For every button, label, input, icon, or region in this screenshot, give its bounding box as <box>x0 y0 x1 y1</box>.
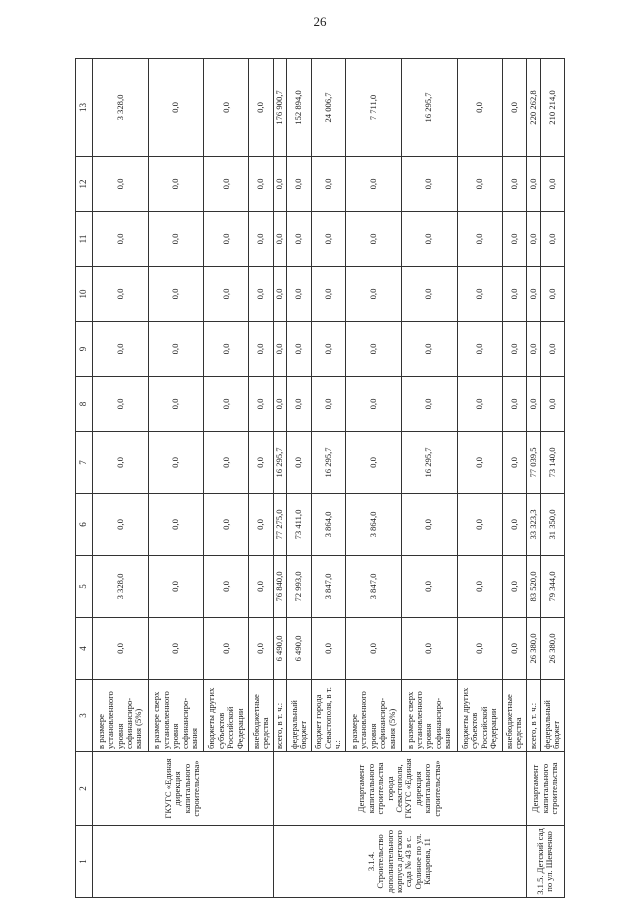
source-cell: в размере сверх установленного уровня софинансиро-вания <box>401 680 457 752</box>
value-cell: 0,0 <box>457 494 502 556</box>
value-cell: 26 380,0 <box>540 618 564 680</box>
column-header: 5 <box>76 556 93 618</box>
value-cell: 0,0 <box>311 618 346 680</box>
value-cell: 0,0 <box>526 322 540 377</box>
value-cell: 0,0 <box>93 322 149 377</box>
value-cell: 31 350,0 <box>540 494 564 556</box>
value-cell: 0,0 <box>540 267 564 322</box>
value-cell: 6 490,0 <box>273 618 287 680</box>
section-label: 3.1.4. Строительство дополнительного корпуса детского сада № 43 в с. Орлиное по ул. Кацарова, 11 <box>273 826 526 898</box>
value-cell: 0,0 <box>249 377 273 432</box>
value-cell: 0,0 <box>287 157 311 212</box>
value-cell: 0,0 <box>311 157 346 212</box>
value-cell: 16 295,7 <box>311 432 346 494</box>
column-header: 2 <box>76 752 93 826</box>
column-header: 1 <box>76 826 93 898</box>
value-cell: 210 214,0 <box>540 59 564 157</box>
value-cell: 0,0 <box>204 432 249 494</box>
value-cell: 73 411,0 <box>287 494 311 556</box>
value-cell: 3 328,0 <box>93 59 149 157</box>
budget-table <box>75 58 565 898</box>
value-cell: 0,0 <box>287 322 311 377</box>
value-cell: 0,0 <box>148 212 204 267</box>
value-cell: 79 344,0 <box>540 556 564 618</box>
value-cell: 0,0 <box>457 322 502 377</box>
value-cell: 0,0 <box>502 212 526 267</box>
value-cell: 0,0 <box>346 377 402 432</box>
column-header: 11 <box>76 212 93 267</box>
value-cell: 76 840,0 <box>273 556 287 618</box>
source-cell: в размере установленного уровня софинансиро-вания (5%) <box>346 680 402 752</box>
value-cell: 0,0 <box>502 494 526 556</box>
value-cell: 0,0 <box>249 494 273 556</box>
value-cell: 0,0 <box>311 322 346 377</box>
source-cell: внебюджетные средства <box>502 680 526 752</box>
value-cell: 0,0 <box>249 618 273 680</box>
value-cell: 0,0 <box>93 377 149 432</box>
value-cell: 0,0 <box>287 212 311 267</box>
value-cell: 0,0 <box>287 377 311 432</box>
value-cell: 26 380,0 <box>526 618 540 680</box>
column-header: 10 <box>76 267 93 322</box>
value-cell: 0,0 <box>526 157 540 212</box>
source-cell: бюджеты других субъектов Российской Федерации <box>204 680 249 752</box>
value-cell: 0,0 <box>148 59 204 157</box>
value-cell: 0,0 <box>457 157 502 212</box>
value-cell: 0,0 <box>540 377 564 432</box>
value-cell: 0,0 <box>502 556 526 618</box>
value-cell: 7 711,0 <box>346 59 402 157</box>
column-header: 8 <box>76 377 93 432</box>
column-header: 3 <box>76 680 93 752</box>
value-cell: 0,0 <box>249 432 273 494</box>
value-cell: 72 993,0 <box>287 556 311 618</box>
value-cell: 0,0 <box>204 212 249 267</box>
value-cell: 0,0 <box>249 212 273 267</box>
value-cell: 0,0 <box>204 618 249 680</box>
responsible-cell: Департамент капитального строительства <box>526 752 564 826</box>
page-number: 26 <box>313 14 327 29</box>
value-cell: 0,0 <box>346 618 402 680</box>
value-cell: 0,0 <box>249 267 273 322</box>
value-cell: 0,0 <box>346 157 402 212</box>
value-cell: 0,0 <box>311 267 346 322</box>
value-cell: 0,0 <box>93 432 149 494</box>
value-cell: 0,0 <box>457 556 502 618</box>
value-cell: 3 847,0 <box>311 556 346 618</box>
value-cell: 0,0 <box>287 432 311 494</box>
value-cell: 3 847,0 <box>346 556 402 618</box>
value-cell: 16 295,7 <box>401 59 457 157</box>
responsible-cell: ГКУГС «Единая дирекция капитального строительства» <box>93 752 274 826</box>
value-cell: 0,0 <box>502 59 526 157</box>
value-cell: 0,0 <box>148 377 204 432</box>
column-header: 9 <box>76 322 93 377</box>
value-cell: 77 039,5 <box>526 432 540 494</box>
value-cell: 0,0 <box>346 267 402 322</box>
value-cell: 24 006,7 <box>311 59 346 157</box>
value-cell: 77 275,0 <box>273 494 287 556</box>
value-cell: 0,0 <box>204 377 249 432</box>
value-cell: 0,0 <box>401 212 457 267</box>
value-cell: 0,0 <box>148 157 204 212</box>
value-cell: 0,0 <box>401 494 457 556</box>
value-cell: 0,0 <box>93 157 149 212</box>
value-cell: 0,0 <box>346 322 402 377</box>
value-cell: 0,0 <box>93 494 149 556</box>
value-cell: 0,0 <box>502 322 526 377</box>
value-cell: 0,0 <box>526 267 540 322</box>
source-cell: всего, в т. ч.: <box>526 680 540 752</box>
value-cell: 0,0 <box>148 494 204 556</box>
value-cell: 0,0 <box>148 267 204 322</box>
value-cell: 0,0 <box>204 494 249 556</box>
value-cell: 0,0 <box>346 432 402 494</box>
value-cell: 3 864,0 <box>346 494 402 556</box>
table-row <box>93 59 149 898</box>
column-header: 6 <box>76 494 93 556</box>
responsible-cell: Департамент капитального строительства города Севастополя, ГКУГС «Единая дирекция капитального строительства» <box>273 752 526 826</box>
value-cell: 0,0 <box>204 322 249 377</box>
value-cell: 0,0 <box>401 556 457 618</box>
value-cell: 0,0 <box>249 157 273 212</box>
value-cell: 0,0 <box>148 618 204 680</box>
value-cell: 0,0 <box>502 267 526 322</box>
value-cell: 176 900,7 <box>273 59 287 157</box>
source-cell: бюджеты других субъектов Российской Федерации <box>457 680 502 752</box>
value-cell: 0,0 <box>526 377 540 432</box>
value-cell: 0,0 <box>540 212 564 267</box>
column-header: 7 <box>76 432 93 494</box>
value-cell: 0,0 <box>311 377 346 432</box>
column-header: 12 <box>76 157 93 212</box>
value-cell: 0,0 <box>204 59 249 157</box>
value-cell: 0,0 <box>526 212 540 267</box>
value-cell: 0,0 <box>457 267 502 322</box>
value-cell: 0,0 <box>457 377 502 432</box>
value-cell: 0,0 <box>204 157 249 212</box>
value-cell: 0,0 <box>204 556 249 618</box>
value-cell: 0,0 <box>204 267 249 322</box>
value-cell: 0,0 <box>93 618 149 680</box>
value-cell: 6 490,0 <box>287 618 311 680</box>
value-cell: 3 864,0 <box>311 494 346 556</box>
value-cell: 16 295,7 <box>401 432 457 494</box>
value-cell: 0,0 <box>311 212 346 267</box>
value-cell: 0,0 <box>401 322 457 377</box>
value-cell: 83 520,0 <box>526 556 540 618</box>
value-cell: 0,0 <box>457 432 502 494</box>
value-cell: 3 328,0 <box>93 556 149 618</box>
value-cell: 220 262,8 <box>526 59 540 157</box>
value-cell: 0,0 <box>457 212 502 267</box>
value-cell: 0,0 <box>540 322 564 377</box>
value-cell: 0,0 <box>457 618 502 680</box>
value-cell: 0,0 <box>273 322 287 377</box>
value-cell: 0,0 <box>273 212 287 267</box>
column-header: 13 <box>76 59 93 157</box>
section-label <box>93 826 274 898</box>
table-row <box>526 59 540 898</box>
value-cell: 0,0 <box>148 322 204 377</box>
value-cell: 0,0 <box>502 157 526 212</box>
value-cell: 0,0 <box>273 377 287 432</box>
value-cell: 0,0 <box>249 59 273 157</box>
value-cell: 0,0 <box>249 322 273 377</box>
value-cell: 0,0 <box>401 377 457 432</box>
value-cell: 0,0 <box>273 267 287 322</box>
value-cell: 0,0 <box>401 157 457 212</box>
source-cell: федеральный бюджет <box>540 680 564 752</box>
value-cell: 0,0 <box>540 157 564 212</box>
value-cell: 0,0 <box>148 556 204 618</box>
source-cell: в размере установленного уровня софинансиро-вания (5%) <box>93 680 149 752</box>
value-cell: 0,0 <box>93 212 149 267</box>
source-cell: всего, в т. ч.: <box>273 680 287 752</box>
value-cell: 0,0 <box>287 267 311 322</box>
value-cell: 73 140,0 <box>540 432 564 494</box>
column-number-row <box>76 59 93 898</box>
value-cell: 0,0 <box>502 618 526 680</box>
source-cell: бюджет города Севастополя, в т. ч.: <box>311 680 346 752</box>
value-cell: 0,0 <box>457 59 502 157</box>
value-cell: 0,0 <box>346 212 402 267</box>
value-cell: 0,0 <box>148 432 204 494</box>
value-cell: 0,0 <box>401 618 457 680</box>
rotated-table-container <box>75 58 565 898</box>
value-cell: 0,0 <box>502 377 526 432</box>
value-cell: 0,0 <box>93 267 149 322</box>
value-cell: 33 323,3 <box>526 494 540 556</box>
source-cell: внебюджетные средства <box>249 680 273 752</box>
value-cell: 0,0 <box>401 267 457 322</box>
value-cell: 16 295,7 <box>273 432 287 494</box>
value-cell: 152 894,0 <box>287 59 311 157</box>
value-cell: 0,0 <box>502 432 526 494</box>
section-label: 3.1.5. Детский сад по ул. Шевченко <box>526 826 564 898</box>
source-cell: федеральный бюджет <box>287 680 311 752</box>
value-cell: 0,0 <box>249 556 273 618</box>
value-cell: 0,0 <box>273 157 287 212</box>
column-header: 4 <box>76 618 93 680</box>
table-row <box>273 59 287 898</box>
source-cell: в размере сверх установленного уровня софинансиро-вания <box>148 680 204 752</box>
